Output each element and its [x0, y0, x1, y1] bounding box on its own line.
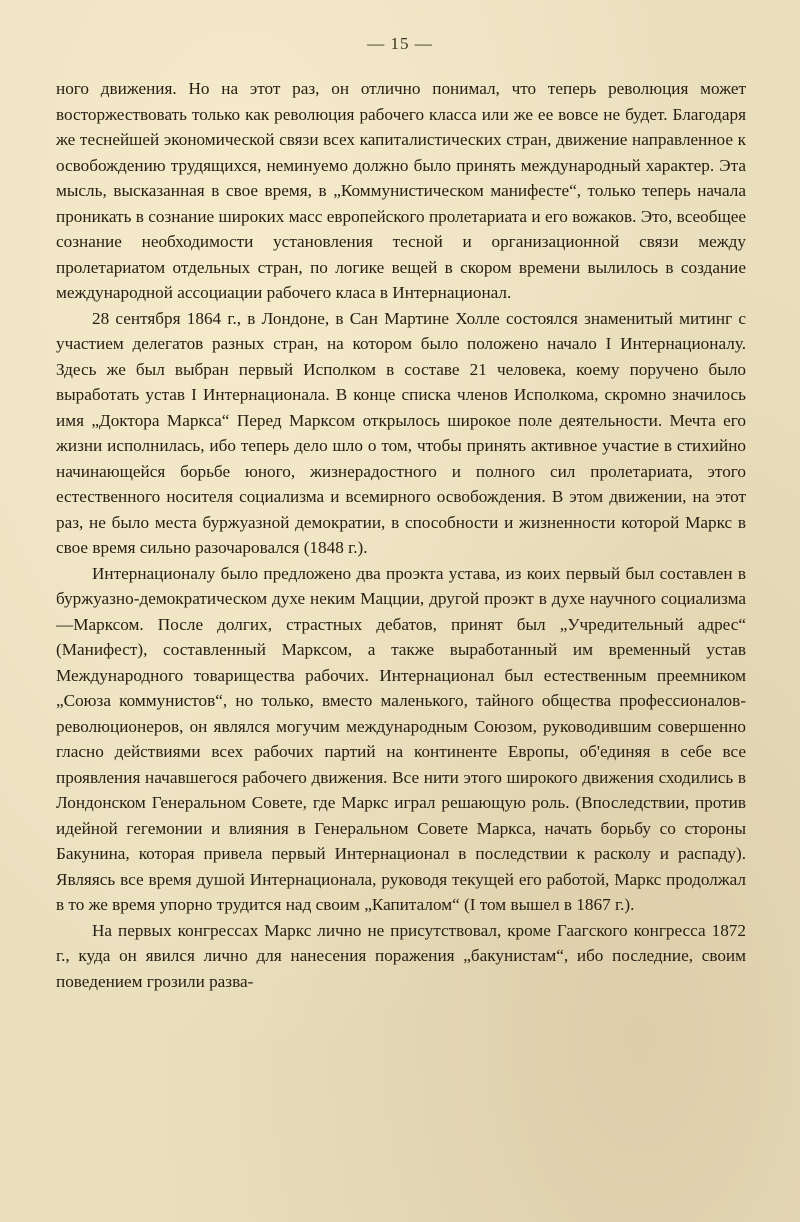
- page-number: — 15 —: [367, 34, 433, 53]
- paragraph-first-international: 28 сентября 1864 г., в Лондоне, в Сан Мартине Холле состоялся знаменитый митинг с участием делегатов разных стран, на котором было положено начало I Интернационалу. Здесь же был выбран первый Исполком в составе 21 человека, коему поручено было выработать устав I Интернационала. В конце списка членов Исполкома, скромно значилось имя „Доктора Маркса“ Перед Марксом открылось широкое поле деятельности. Мечта его жизни исполнилась, ибо теперь дело шло о том, чтобы принять активное участие в стихийно начинающейся борьбе юного, жизнерадостного и полного сил пролетариата, этого естественного носителя социализма и всемирного освобождения. В этом движении, на этот раз, не было места буржуазной демократии, в способности и жизненности которой Маркс в свое время сильно разочаровался (1848 г.).: [56, 308, 746, 557]
- paragraph-continuation: ного движения. Но на этот раз, он отлично понимал, что теперь революция может восторжествовать только как революция рабочего класса или же ее вовсе не будет. Благодаря же теснейшей экономической связи всех капиталистических стран, движение направленное к освобождению трудящихся, неминуемо должно было принять международный характер. Эта мысль, высказанная в свое время, в „Коммунистическом манифесте“, только теперь начала проникать в сознание широких масс европейского пролетариата и его вожаков. Это, всеобщее сознание необходимости установления тесной и организационной связи между пролетариатом отдельных стран, по логике вещей в скором времени вылилось в создание международной ассоциации рабочего класа в Интернационал.: [56, 79, 746, 302]
- paragraph-statute: Интернационалу было предложено два проэкта устава, из коих первый был составлен в буржуазно-демократическом духе неким Мацции, другой проэкт в духе научного социализма—Марксом. После долгих, страстных дебатов, принят был „Учредительный адрес“ (Манифест), составленный Марксом, а также выработанный им временный устав Международного товарищества рабочих. Интернационал был естественным преемником „Союза коммунистов“, но только, вместо маленького, тайного общества профессионалов-революционеров, он являлся могучим международным Союзом, руководившим совершенно гласно действиями всех рабочих партий на континенте Европы, об'единяя в себе все проявления начавшегося рабочего движения. Все нити этого широкого движения сходились в Лондонском Генеральном Совете, где Маркс играл решающую роль. (Впоследствии, против идейной гегемонии и влияния в Генеральном Совете Маркса, начать борьбу со стороны Бакунина, которая привела первый Интернационал в последствии к расколу и распаду). Являясь все время душой Интернационала, руководя текущей его работой, Маркс продолжал в то же время упорно трудится над своим „Капиталом“ (I том вышел в 1867 г.).: [56, 563, 746, 914]
- body-text: [56, 76, 746, 994]
- paragraph-congresses: На первых конгрессах Маркс лично не присутствовал, кроме Гаагского конгресса 1872 г., куда он явился лично для нанесения поражения „бакунистам“, ибо последние, своим поведением грозили разва-: [56, 920, 746, 991]
